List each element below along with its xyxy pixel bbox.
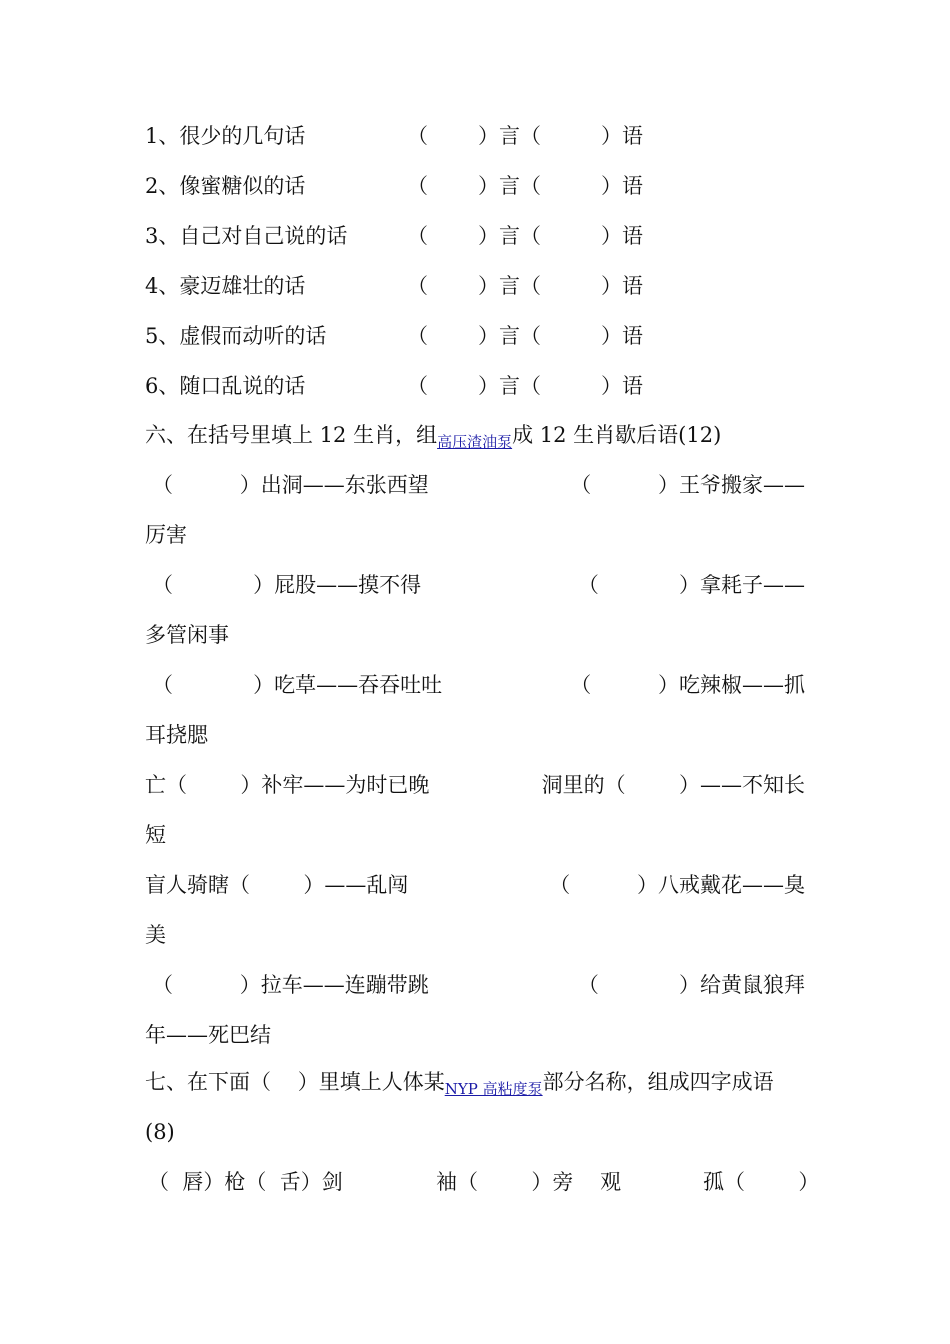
idiom-yan-blank: ）言（ — [478, 374, 541, 398]
open-paren: （ — [407, 274, 428, 298]
xiehouyu-wrap: 多管闲事 — [145, 623, 229, 647]
xiehouyu-right: （ ）给黄鼠狼拜 — [577, 973, 805, 997]
section-6-title-text: 六、在括号里填上 12 生肖，组 — [145, 423, 438, 447]
xiehouyu-right: 洞里的（ ）——不知长 — [541, 773, 805, 797]
idiom-yu-blank: ）语 — [601, 324, 643, 348]
body-idiom-1: （ 唇）枪（ 舌）剑 — [148, 1170, 343, 1194]
idiom-description: 3、自己对自己说的话 — [145, 224, 348, 248]
open-paren: （ — [407, 224, 428, 248]
xiehouyu-wrap: 年——死巴结 — [145, 1023, 271, 1047]
idiom-yan-blank: ）言（ — [478, 174, 541, 198]
idiom-description: 2、像蜜糖似的话 — [145, 174, 306, 198]
idiom-description: 1、很少的几句话 — [145, 124, 306, 148]
xiehouyu-left: （ ）出洞——东张西望 — [152, 473, 429, 497]
body-idiom-3: 孤（ ） — [703, 1170, 820, 1194]
ad-link-high-pressure-pump[interactable]: 高压渣油泵 — [437, 433, 513, 451]
xiehouyu-left: （ ）拉车——连蹦带跳 — [152, 973, 429, 997]
xiehouyu-right: （ ）拿耗子—— — [577, 573, 805, 597]
xiehouyu-right: （ ）王爷搬家—— — [570, 473, 805, 497]
section-7-title-text-end: 部分名称，组成四字成语 — [542, 1070, 774, 1094]
xiehouyu-wrap: 耳挠腮 — [145, 723, 208, 747]
idiom-yan-blank: ）言（ — [478, 324, 541, 348]
xiehouyu-left: 亡（ ）补牢——为时已晚 — [145, 773, 430, 797]
idiom-yan-blank: ）言（ — [478, 224, 541, 248]
idiom-yan-blank: ）言（ — [478, 124, 541, 148]
xiehouyu-wrap: 厉害 — [145, 523, 187, 547]
xiehouyu-right: （ ）吃辣椒——抓 — [570, 673, 805, 697]
idiom-description: 6、随口乱说的话 — [145, 374, 306, 398]
open-paren: （ — [407, 324, 428, 348]
idiom-yu-blank: ）语 — [601, 124, 643, 148]
xiehouyu-wrap: 短 — [145, 823, 166, 847]
idiom-yu-blank: ）语 — [601, 274, 643, 298]
body-idiom-2: 袖（ ）旁 观 — [436, 1170, 622, 1194]
idiom-description: 4、豪迈雄壮的话 — [145, 274, 306, 298]
open-paren: （ — [407, 174, 428, 198]
xiehouyu-left: （ ）吃草——吞吞吐吐 — [152, 673, 443, 697]
xiehouyu-left: 盲人骑瞎（ ）——乱闯 — [145, 873, 409, 897]
idiom-yu-blank: ）语 — [601, 174, 643, 198]
idiom-yan-blank: ）言（ — [478, 274, 541, 298]
xiehouyu-right: （ ）八戒戴花——臭 — [549, 873, 805, 897]
section-7-title — [145, 1064, 774, 1100]
open-paren: （ — [407, 374, 428, 398]
idiom-yu-blank: ）语 — [601, 224, 643, 248]
idiom-yu-blank: ）语 — [601, 374, 643, 398]
open-paren: （ — [407, 124, 428, 148]
xiehouyu-wrap: 美 — [145, 923, 166, 947]
section-7-title-text: 七、在下面（ ）里填上人体某 — [145, 1070, 445, 1094]
section-7-points: (8) — [145, 1120, 175, 1144]
section-6-title-text-end: 成 12 生肖歇后语(12) — [512, 423, 722, 447]
xiehouyu-left: （ ）屁股——摸不得 — [152, 573, 422, 597]
section-6-title — [145, 417, 721, 453]
ad-link-nyp-pump[interactable]: NYP 高粘度泵 — [444, 1080, 543, 1098]
idiom-description: 5、虚假而动听的话 — [145, 324, 327, 348]
